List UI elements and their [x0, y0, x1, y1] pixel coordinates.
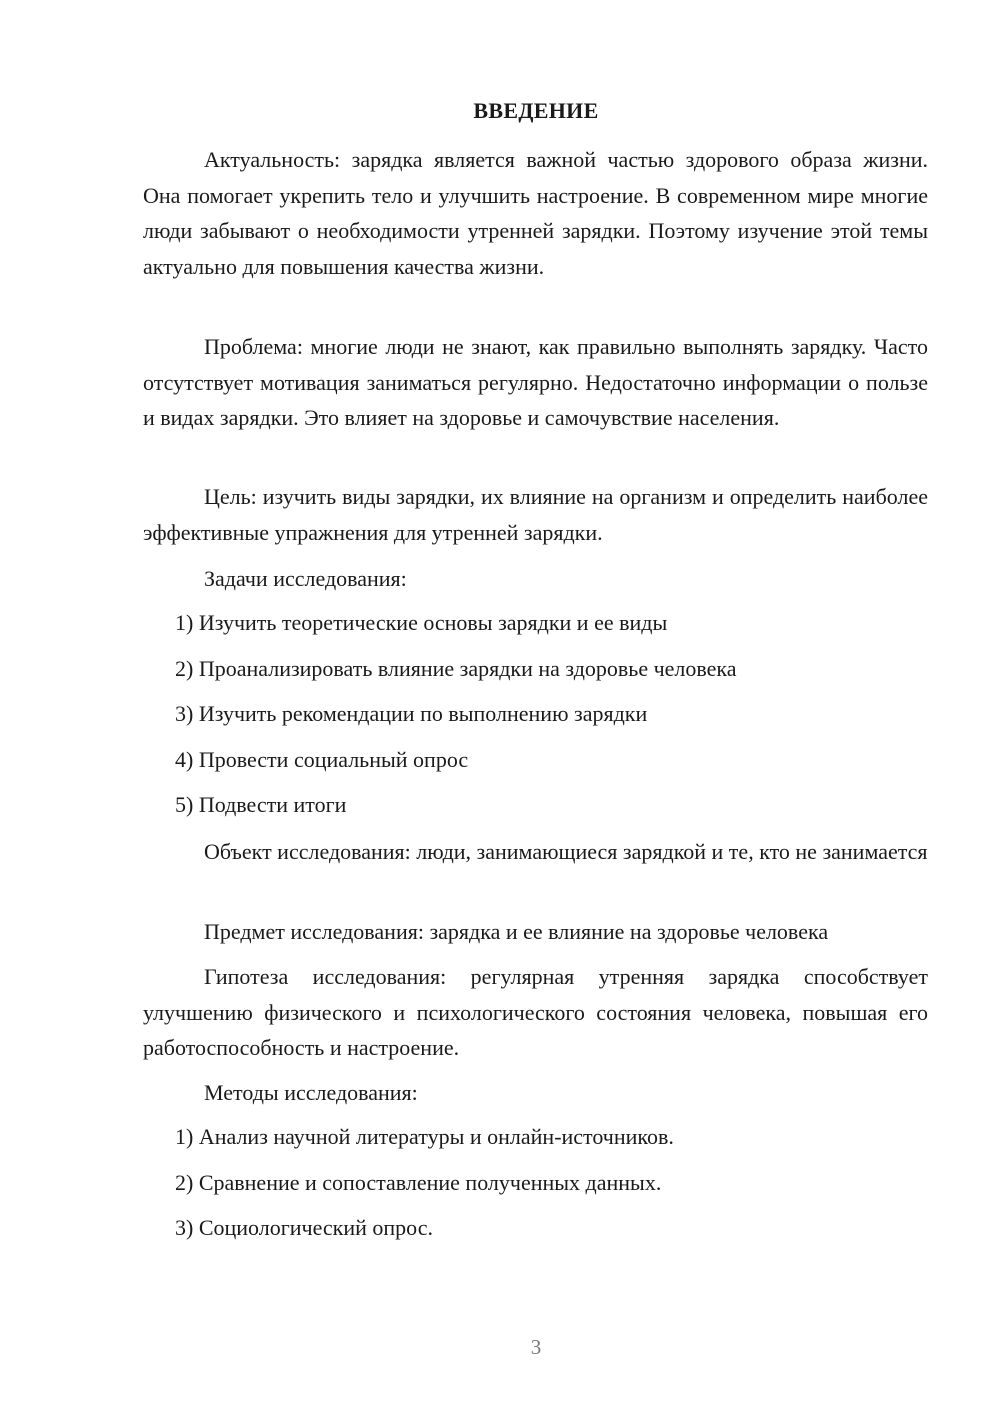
- task-item: 2) Проанализировать влияние зарядки на здоровье человека: [175, 656, 737, 681]
- task-item: 1) Изучить теоретические основы зарядки и ее виды: [175, 610, 668, 635]
- task-item: 3) Изучить рекомендации по выполнению зарядки: [175, 701, 648, 726]
- task-item: 5) Подвести итоги: [175, 792, 347, 817]
- methods-heading: Методы исследования:: [204, 1080, 418, 1105]
- object-paragraph: Объект исследования: люди, занимающиеся зарядкой и те, кто не занимается: [204, 839, 928, 864]
- method-item: 2) Сравнение и сопоставление полученных данных.: [175, 1170, 662, 1195]
- tasks-heading: Задачи исследования:: [204, 566, 407, 591]
- task-item: 4) Провести социальный опрос: [175, 747, 469, 772]
- page-title: ВВЕДЕНИЕ: [473, 98, 599, 123]
- hypothesis-paragraph: Гипотеза исследования: регулярная утренняя зарядка способствует улучшению физического и психологического состояния человека, повышая его работоспособность и настроение.: [143, 964, 928, 1060]
- page-number: 3: [530, 1335, 542, 1359]
- subject-paragraph: Предмет исследования: зарядка и ее влияние на здоровье человека: [204, 919, 829, 944]
- method-item: 1) Анализ научной литературы и онлайн-источников.: [175, 1124, 674, 1149]
- relevance-paragraph: Актуальность: зарядка является важной частью здорового образа жизни. Она помогает укрепить тело и улучшить настроение. В современном мире многие люди забывают о необходимости утренней зарядки. Поэтому изучение этой темы актуально для повышения качества жизни.: [143, 147, 928, 279]
- problem-paragraph: Проблема: многие люди не знают, как правильно выполнять зарядку. Часто отсутствует мотивация заниматься регулярно. Недостаточно информации о пользе и видах зарядки. Это влияет на здоровье и самочувствие населения.: [143, 334, 928, 430]
- goal-paragraph: Цель: изучить виды зарядки, их влияние на организм и определить наиболее эффективные упражнения для утренней зарядки.: [143, 484, 928, 545]
- method-item: 3) Социологический опрос.: [175, 1215, 433, 1240]
